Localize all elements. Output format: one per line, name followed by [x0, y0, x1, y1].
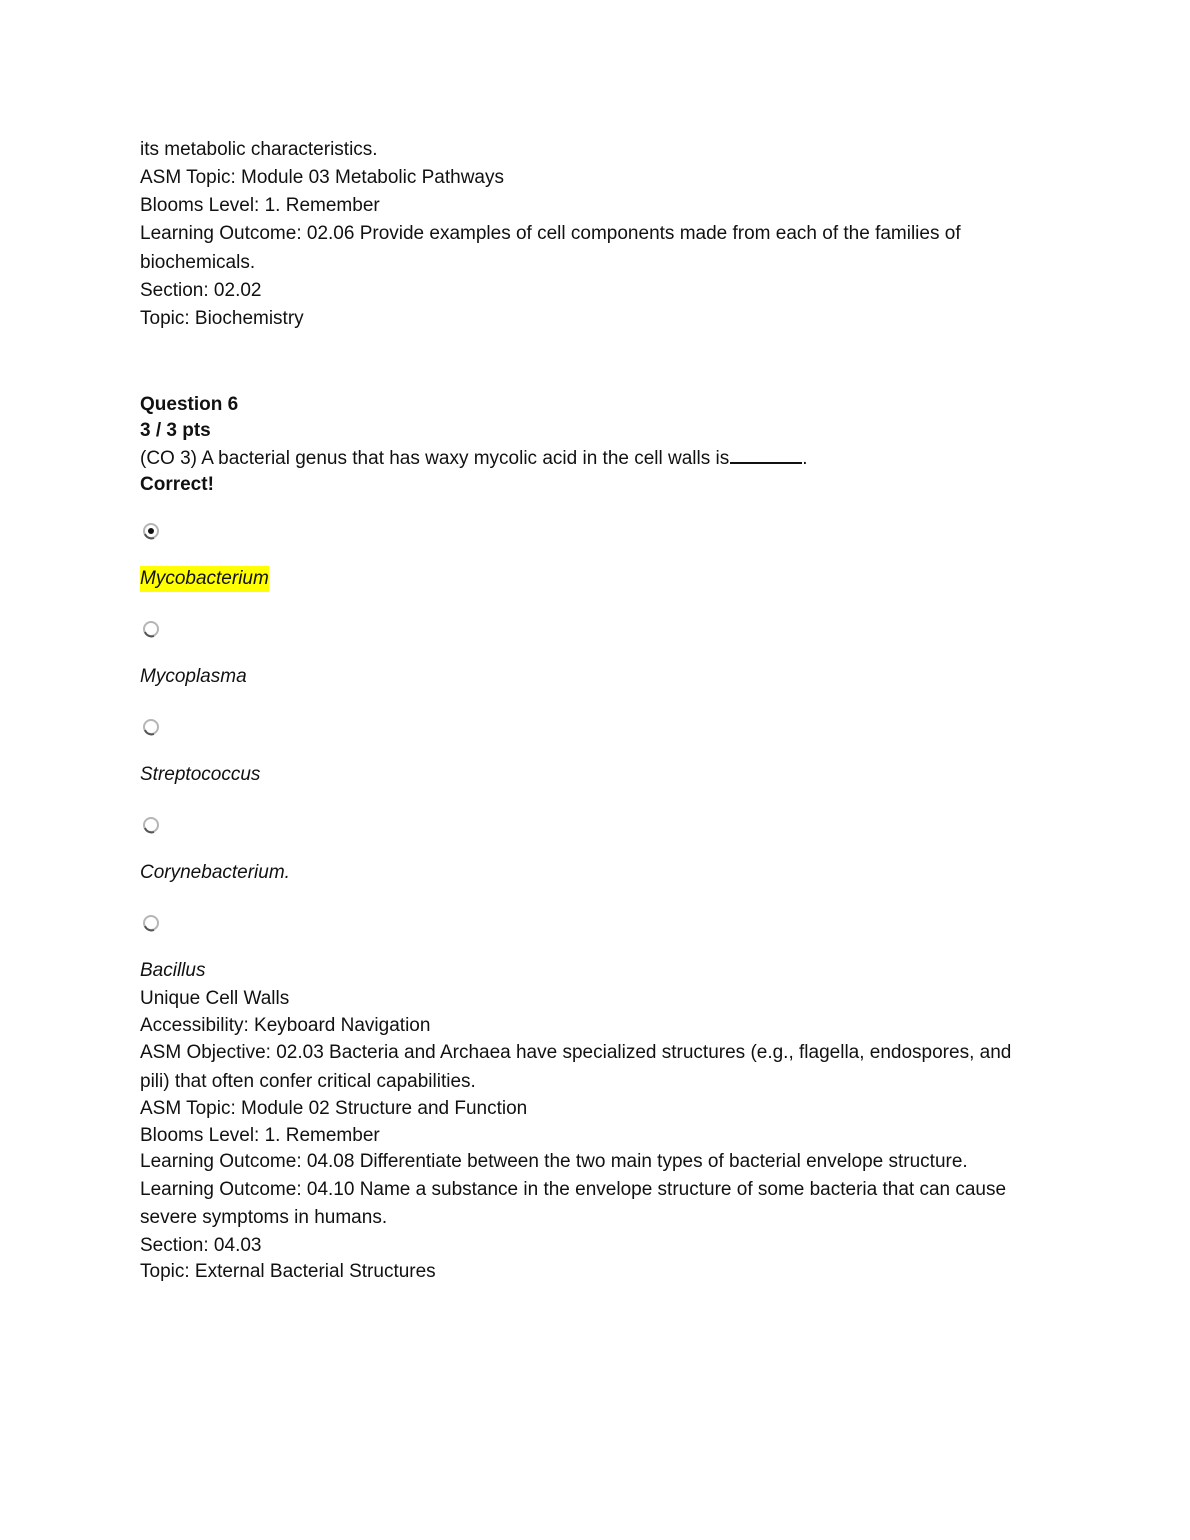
answer-blank	[730, 444, 802, 464]
answer-option-label: Mycobacterium	[140, 566, 269, 592]
metadata-line: Learning Outcome: 02.06 Provide examples of cell components made from each of the families of biochemicals.	[140, 223, 961, 273]
metadata-line: ASM Topic: Module 02 Structure and Function	[140, 1098, 528, 1119]
answer-option[interactable]	[140, 620, 1040, 718]
metadata-line: Topic: External Bacterial Structures	[140, 1261, 436, 1282]
metadata-line: Unique Cell Walls	[140, 988, 290, 1009]
answer-option-label: Bacillus	[140, 960, 206, 981]
question-text	[140, 444, 1040, 472]
document-page	[140, 136, 1040, 1286]
metadata-line: Blooms Level: 1. Remember	[140, 195, 380, 216]
question-points: 3 / 3 pts	[140, 420, 211, 441]
metadata-line: Blooms Level: 1. Remember	[140, 1124, 380, 1146]
answer-option[interactable]	[140, 816, 1040, 914]
answer-option-label: Mycoplasma	[140, 666, 247, 687]
metadata-line: Section: 02.02	[140, 280, 262, 301]
metadata-line: Topic: Biochemistry	[140, 308, 304, 329]
question-metadata	[140, 986, 1040, 1286]
answer-option-label: Streptococcus	[140, 764, 261, 785]
metadata-line: Learning Outcome: 04.08 Differentiate between the two main types of bacterial envelope structure.	[140, 1151, 968, 1172]
previous-question-metadata	[140, 136, 1040, 333]
metadata-line: Learning Outcome: 04.10 Name a substance in the envelope structure of some bacteria that can cause severe symptoms in humans.	[140, 1178, 1007, 1228]
metadata-line: ASM Topic: Module 03 Metabolic Pathways	[140, 167, 504, 188]
answer-options	[140, 522, 1040, 1012]
question-title: Question 6	[140, 394, 239, 415]
result-label: Correct!	[140, 474, 214, 495]
radio-selected-icon[interactable]	[142, 522, 160, 540]
metadata-line: Accessibility: Keyboard Navigation	[140, 1014, 431, 1036]
question-period: .	[802, 448, 808, 469]
question-block	[140, 391, 1040, 1286]
radio-unselected-icon[interactable]	[142, 914, 160, 932]
answer-option[interactable]	[140, 522, 1040, 620]
answer-option[interactable]	[140, 914, 1040, 1012]
metadata-line: ASM Objective: 02.03 Bacteria and Archaea have specialized structures (e.g., flagella, endospores, and pili) that often confer critical capabilities.	[140, 1042, 1012, 1092]
metadata-line: its metabolic characteristics.	[140, 139, 378, 160]
radio-unselected-icon[interactable]	[142, 718, 160, 736]
radio-unselected-icon[interactable]	[142, 620, 160, 638]
radio-unselected-icon[interactable]	[142, 816, 160, 834]
question-prompt: (CO 3) A bacterial genus that has waxy mycolic acid in the cell walls is	[140, 448, 730, 469]
answer-option[interactable]	[140, 718, 1040, 816]
metadata-line: Section: 04.03	[140, 1234, 262, 1256]
answer-option-label: Corynebacterium.	[140, 862, 290, 883]
